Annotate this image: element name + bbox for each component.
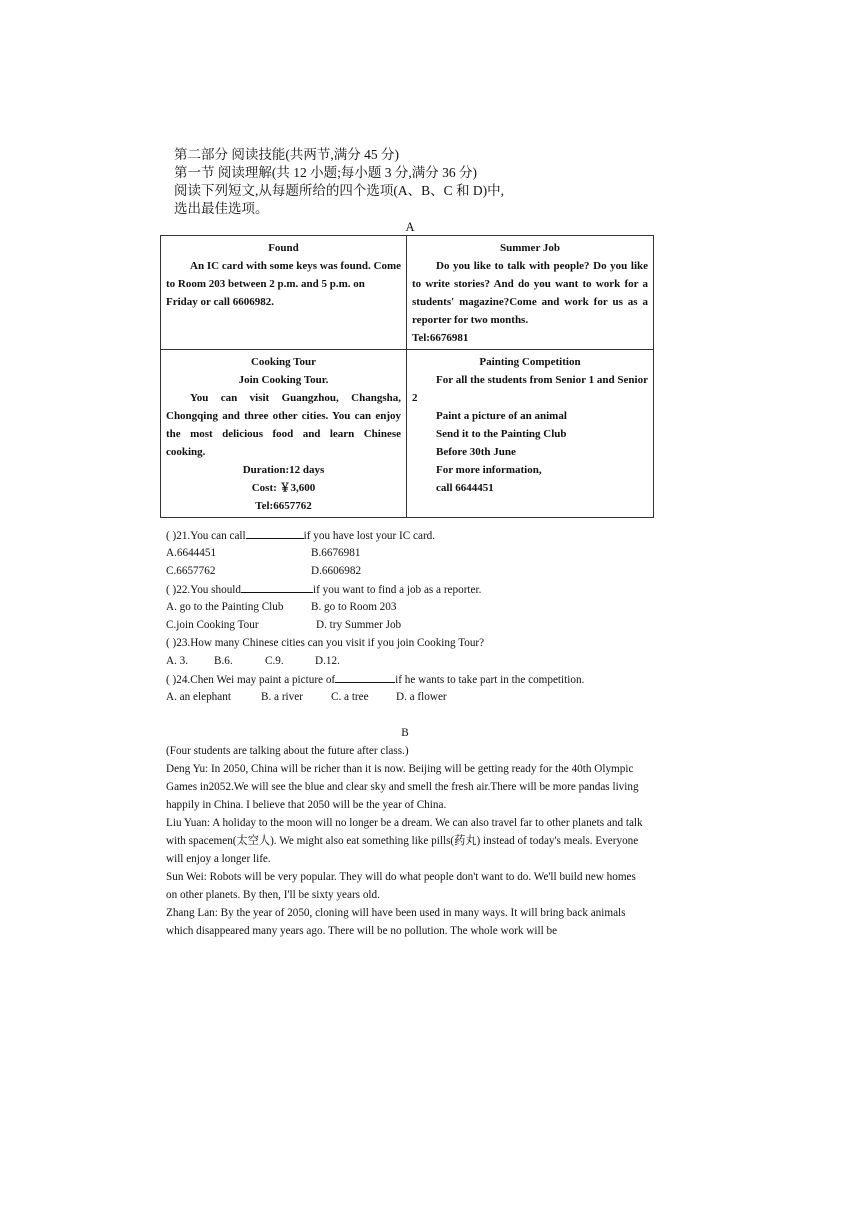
option-22-c[interactable]: C.join Cooking Tour <box>166 619 259 631</box>
summer-job-tel: Tel:6676981 <box>412 332 469 344</box>
question-22-stem: ( )22.You should <box>166 584 242 596</box>
option-24-b[interactable]: B. a river <box>261 691 303 703</box>
passage-intro: (Four students are talking about the future after class.) <box>166 745 409 757</box>
instructions-line-2: 选出最佳选项。 <box>174 201 269 216</box>
question-24 <box>166 670 584 689</box>
option-22-a[interactable]: A. go to the Painting Club <box>166 601 284 613</box>
section-a-label: A <box>405 220 415 234</box>
section-b-label: B <box>401 727 409 739</box>
option-24-a[interactable]: A. an elephant <box>166 691 231 703</box>
liu-yuan-paragraph: Liu Yuan: A holiday to the moon will no longer be a dream. We can also travel far to other planets and talk with spacemen(太空人). We might also eat something like pills(药丸) instead of today's meals. Everyone will enjoy a longer life. <box>166 817 643 865</box>
deng-yu-paragraph: Deng Yu: In 2050, China will be richer than it is now. Beijing will be getting ready for the 40th Olympic Games in2052.We will see the blue and clear sky and smell the fresh air.There will be more pandas living happily in China. I believe that 2050 will be the year of China. <box>166 763 639 811</box>
question-21 <box>166 526 435 545</box>
cooking-tour-subtitle: Join Cooking Tour. <box>238 374 329 386</box>
question-22 <box>166 580 481 599</box>
option-21-b[interactable]: B.6676981 <box>311 547 361 559</box>
option-21-d[interactable]: D.6606982 <box>311 565 362 577</box>
section-one-heading: 第一节 阅读理解(共 12 小题;每小题 3 分,满分 36 分) <box>174 165 477 180</box>
ads-table <box>160 235 654 518</box>
painting-line-6: call 6644451 <box>436 482 494 494</box>
option-21-a[interactable]: A.6644451 <box>166 547 217 559</box>
cooking-tour-tel: Tel:6657762 <box>255 500 312 512</box>
found-ad <box>161 236 407 350</box>
painting-line-1: For all the students from Senior 1 and Senior 2 <box>412 374 648 404</box>
answer-blank[interactable] <box>241 580 313 593</box>
question-21-stem-end: if you have lost your IC card. <box>303 530 436 542</box>
option-22-d[interactable]: D. try Summer Job <box>316 619 402 631</box>
option-24-c[interactable]: C. a tree <box>331 691 369 703</box>
option-24-d[interactable]: D. a flower <box>396 691 447 703</box>
question-23: ( )23.How many Chinese cities can you visit if you join Cooking Tour? <box>166 637 485 649</box>
passage-b <box>166 742 646 940</box>
option-23-a[interactable]: A. 3. <box>166 655 189 667</box>
option-22-b[interactable]: B. go to Room 203 <box>311 601 397 613</box>
summer-job-title: Summer Job <box>500 242 560 254</box>
question-24-stem: ( )24.Chen Wei may paint a picture of <box>166 674 336 686</box>
answer-blank[interactable] <box>246 526 304 539</box>
painting-line-5: For more information, <box>436 464 542 476</box>
found-title: Found <box>268 242 299 254</box>
summer-job-ad <box>407 236 654 350</box>
cooking-tour-body: You can visit Guangzhou, Changsha, Chongqing and three other cities. You can enjoy the most delicious food and learn Chinese cooking. <box>166 392 401 458</box>
part-two-heading: 第二部分 阅读技能(共两节,满分 45 分) <box>174 147 399 162</box>
instructions-line-1: 阅读下列短文,从每题所给的四个选项(A、B、C 和 D)中, <box>174 183 504 198</box>
option-23-d[interactable]: D.12. <box>315 655 340 667</box>
sun-wei-paragraph: Sun Wei: Robots will be very popular. They will do what people don't want to do. We'll build new homes on other planets. By then, I'll be sixty years old. <box>166 871 636 901</box>
option-21-c[interactable]: C.6657762 <box>166 565 216 577</box>
painting-line-4: Before 30th June <box>436 446 516 458</box>
cooking-tour-cost: Cost: ￥3,600 <box>251 482 316 494</box>
answer-blank[interactable] <box>335 670 395 683</box>
cooking-tour-title: Cooking Tour <box>250 356 317 368</box>
found-body: An IC card with some keys was found. Come to Room 203 between 2 p.m. and 5 p.m. on <box>166 260 401 290</box>
option-23-c[interactable]: C.9. <box>265 655 284 667</box>
summer-job-body: Do you like to talk with people? Do you like to write stories? And do you want to work for a students' magazine?Come and work for us as a reporter for two months. <box>412 260 648 326</box>
cooking-tour-duration: Duration:12 days <box>242 464 325 476</box>
painting-line-2: Paint a picture of an animal <box>436 410 567 422</box>
painting-title: Painting Competition <box>479 356 581 368</box>
question-24-stem-end: if he wants to take part in the competition. <box>395 674 585 686</box>
zhang-lan-paragraph: Zhang Lan: By the year of 2050, cloning will have been used in many ways. It will bring back animals which disappeared many years ago. There will be no pollution. The whole work will be <box>166 907 626 937</box>
cooking-tour-ad <box>161 350 407 518</box>
painting-competition-ad <box>407 350 654 518</box>
question-22-stem-end: if you want to find a job as a reporter. <box>313 584 482 596</box>
option-23-b[interactable]: B.6. <box>214 655 233 667</box>
painting-line-3: Send it to the Painting Club <box>436 428 567 440</box>
question-21-stem: ( )21.You can call <box>166 530 246 542</box>
found-contact: Friday or call 6606982. <box>166 296 274 308</box>
